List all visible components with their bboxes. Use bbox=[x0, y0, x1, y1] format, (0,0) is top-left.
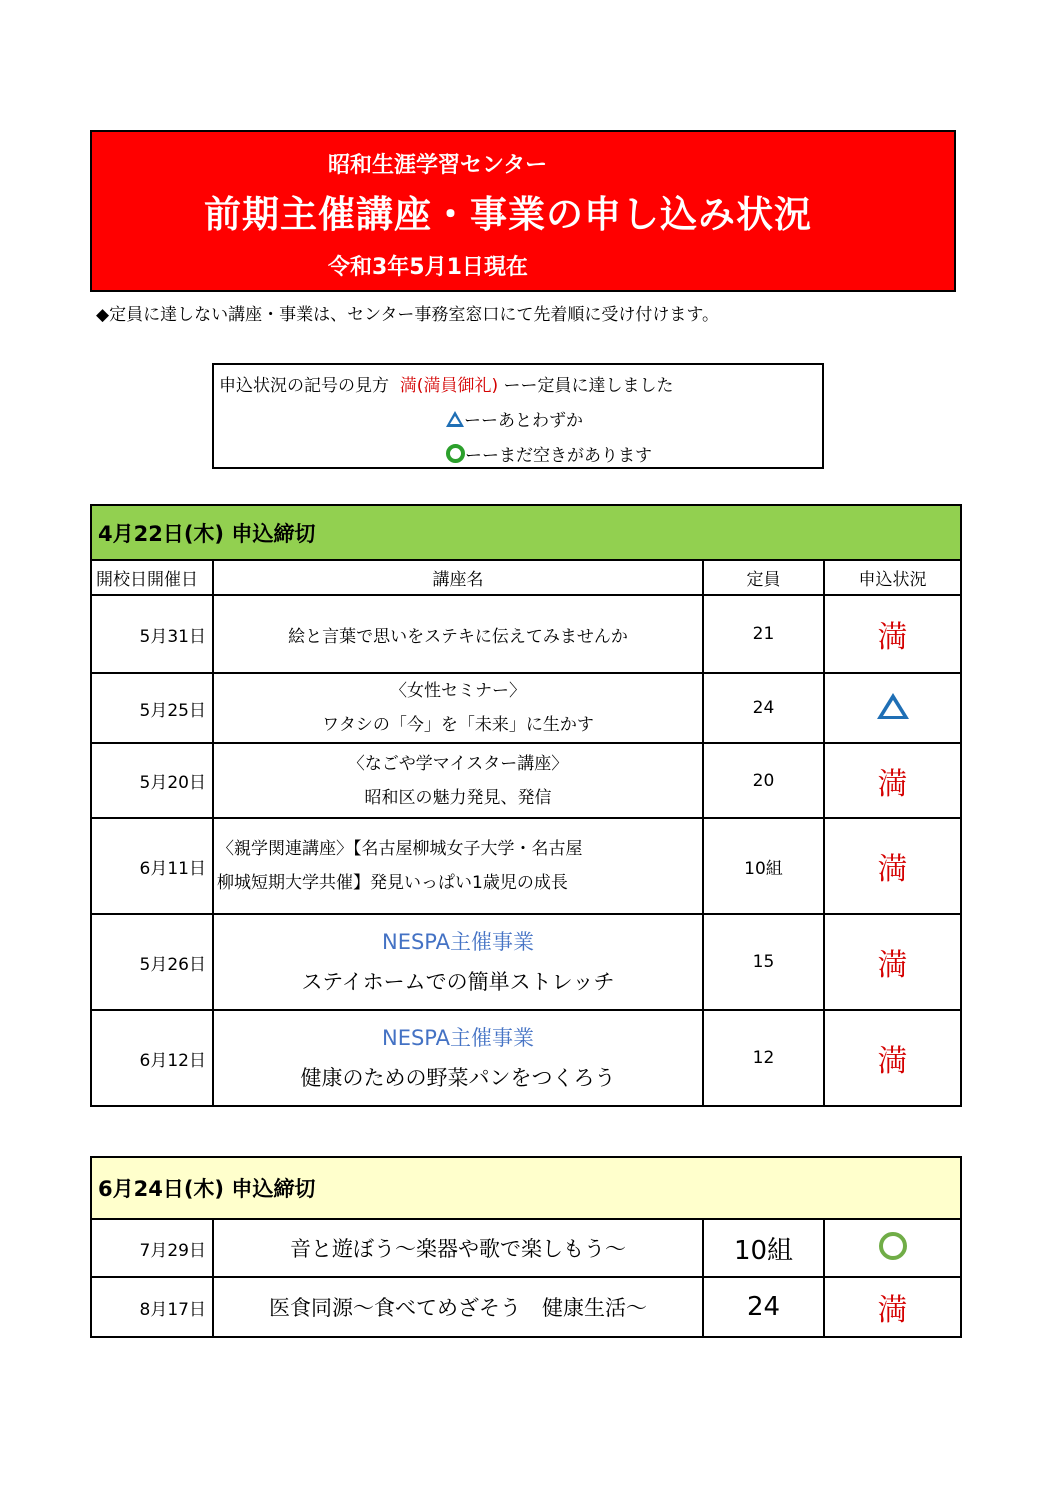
header-banner bbox=[90, 130, 956, 292]
legend-few-text: ーーあとわずか bbox=[464, 411, 583, 431]
full-mark: 満 bbox=[877, 766, 908, 802]
table-row bbox=[91, 1219, 961, 1277]
col-status: 申込状況 bbox=[824, 560, 961, 595]
row-org: NESPA主催事業 bbox=[382, 1026, 534, 1050]
triangle-icon bbox=[446, 411, 464, 427]
col-date: 開校日開催日 bbox=[91, 560, 213, 595]
page-title: 前期主催講座・事業の申し込み状況 bbox=[204, 193, 812, 236]
section2-header bbox=[91, 1157, 961, 1219]
row-capacity: 10組 bbox=[703, 1219, 824, 1277]
row-date: 6月12日 bbox=[91, 1010, 213, 1106]
row-name: 音と遊ぼう～楽器や歌で楽しもう～ bbox=[213, 1219, 703, 1277]
full-mark: 満 bbox=[877, 620, 908, 655]
full-mark: 満 bbox=[877, 1044, 908, 1079]
full-mark: 満 bbox=[877, 1293, 908, 1328]
status-cell bbox=[824, 595, 961, 673]
row-name: 絵と言葉で思いをステキに伝えてみませんか bbox=[213, 595, 703, 673]
row-name: 医食同源～食べてめざそう 健康生活～ bbox=[213, 1277, 703, 1337]
org-name: 昭和生涯学習センター bbox=[328, 153, 548, 178]
row-name-line2: ワタシの「今」を「未来」に生かす bbox=[322, 715, 594, 735]
legend-line-few bbox=[446, 406, 583, 431]
legend-line-full bbox=[219, 371, 673, 396]
table-row bbox=[91, 673, 961, 743]
row-name bbox=[213, 1010, 703, 1106]
circle-icon bbox=[446, 444, 465, 463]
legend-box bbox=[212, 363, 824, 469]
circle-icon bbox=[879, 1232, 907, 1260]
status-cell bbox=[824, 818, 961, 914]
status-cell bbox=[824, 673, 961, 743]
section1-table bbox=[90, 504, 962, 1107]
row-capacity: 15 bbox=[703, 914, 824, 1010]
full-mark: 満 bbox=[877, 948, 908, 983]
row-name-line1: 〈女性セミナー〉 bbox=[390, 681, 526, 701]
row-name bbox=[213, 818, 703, 914]
section2-title: 6月24日(木) 申込締切 bbox=[91, 1157, 961, 1219]
row-date: 5月20日 bbox=[91, 743, 213, 818]
row-date: 5月25日 bbox=[91, 673, 213, 743]
row-name-line2: 昭和区の魅力発見、発信 bbox=[364, 787, 552, 808]
col-name: 講座名 bbox=[213, 560, 703, 595]
status-cell bbox=[824, 914, 961, 1010]
row-capacity: 10組 bbox=[703, 818, 824, 914]
full-mark: 満 bbox=[877, 852, 908, 887]
as-of-date: 令和3年5月1日現在 bbox=[328, 255, 528, 280]
section1-header bbox=[91, 505, 961, 560]
table-row bbox=[91, 595, 961, 673]
col-capacity: 定員 bbox=[703, 560, 824, 595]
row-capacity: 12 bbox=[703, 1010, 824, 1106]
notice-text: ◆定員に達しない講座・事業は、センター事務室窓口にて先着順に受け付けます。 bbox=[96, 305, 720, 325]
table-row bbox=[91, 914, 961, 1010]
row-name-line1: 〈親学関連講座〉【名古屋柳城女子大学・名古屋 bbox=[217, 839, 583, 859]
section1-title: 4月22日(木) 申込締切 bbox=[91, 505, 961, 560]
row-date: 6月11日 bbox=[91, 818, 213, 914]
table-row bbox=[91, 1010, 961, 1106]
section2-table bbox=[90, 1156, 962, 1338]
row-capacity: 24 bbox=[703, 673, 824, 743]
row-capacity: 20 bbox=[703, 743, 824, 818]
row-name-main: ステイホームでの簡単ストレッチ bbox=[301, 970, 615, 994]
row-name-line2: 柳城短期大学共催】発見いっぱい1歳児の成長 bbox=[217, 873, 568, 893]
status-cell bbox=[824, 1219, 961, 1277]
row-name-line1: 〈なごや学マイスター講座〉 bbox=[347, 753, 569, 774]
table-row bbox=[91, 818, 961, 914]
row-date: 5月26日 bbox=[91, 914, 213, 1010]
table-row bbox=[91, 743, 961, 818]
column-header-row bbox=[91, 560, 961, 595]
row-date: 5月31日 bbox=[91, 595, 213, 673]
table-row bbox=[91, 1277, 961, 1337]
legend-full-text: ーー定員に達しました bbox=[503, 376, 674, 396]
status-cell bbox=[824, 1010, 961, 1106]
row-capacity: 24 bbox=[703, 1277, 824, 1337]
row-capacity: 21 bbox=[703, 595, 824, 673]
legend-full-symbol: 満(満員御礼) bbox=[399, 376, 499, 396]
row-date: 7月29日 bbox=[91, 1219, 213, 1277]
status-cell bbox=[824, 743, 961, 818]
row-name bbox=[213, 673, 703, 743]
row-name-main: 健康のための野菜パンをつくろう bbox=[300, 1066, 616, 1090]
row-name bbox=[213, 743, 703, 818]
row-name bbox=[213, 914, 703, 1010]
legend-label: 申込状況の記号の見方 bbox=[219, 376, 389, 396]
row-org: NESPA主催事業 bbox=[382, 930, 534, 954]
legend-open-text: ーーまだ空きがあります bbox=[465, 446, 652, 466]
triangle-icon bbox=[877, 693, 909, 719]
legend-line-open bbox=[446, 441, 652, 466]
row-date: 8月17日 bbox=[91, 1277, 213, 1337]
status-cell bbox=[824, 1277, 961, 1337]
